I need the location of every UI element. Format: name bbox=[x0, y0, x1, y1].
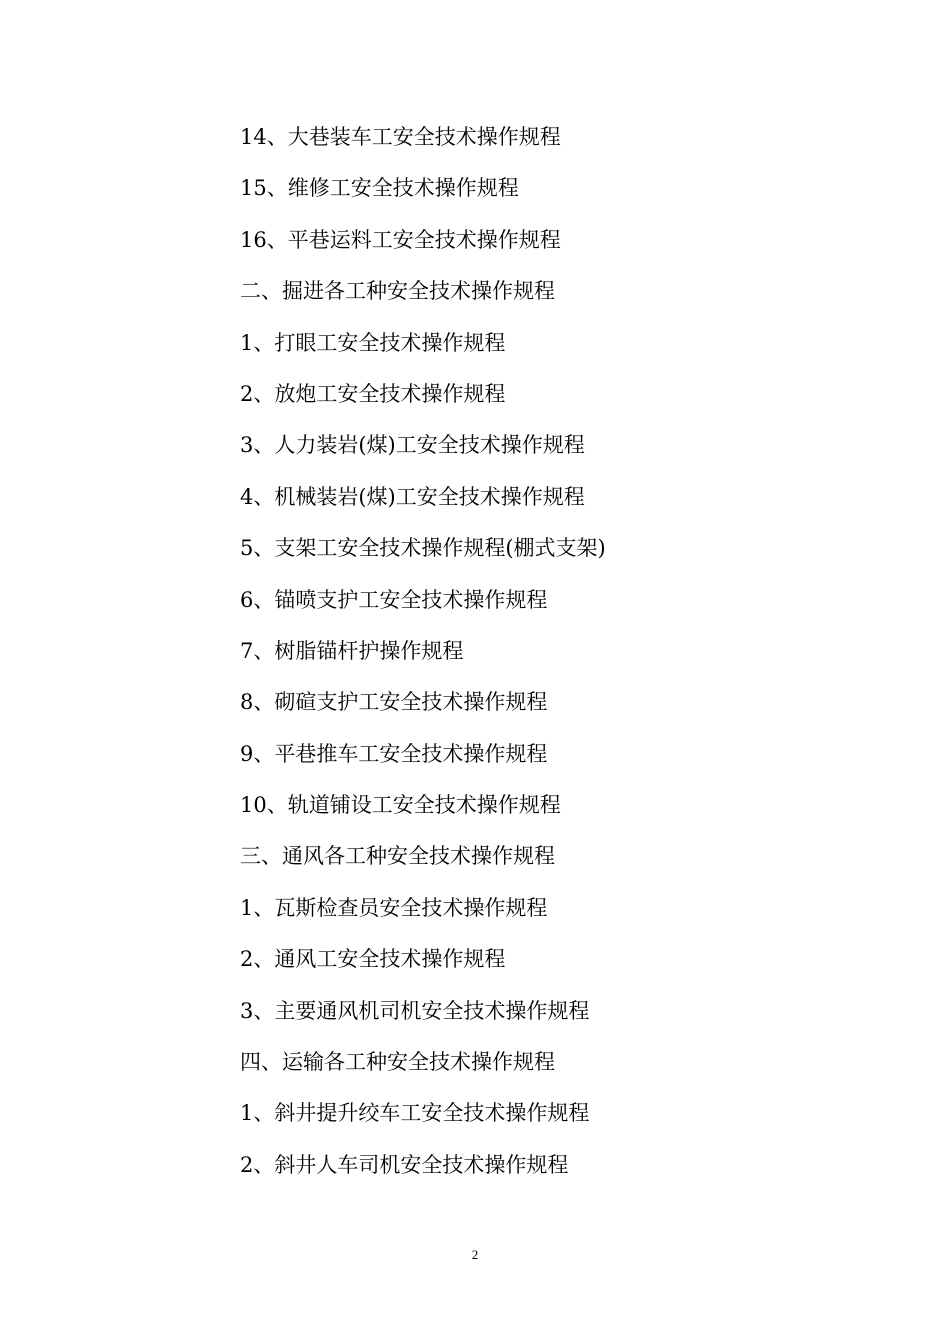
toc-line: 2、斜井人车司机安全技术操作规程 bbox=[240, 1152, 569, 1177]
toc-line: 10、轨道铺设工安全技术操作规程 bbox=[240, 793, 561, 818]
toc-line: 2、放炮工安全技术操作规程 bbox=[240, 381, 506, 406]
toc-line: 15、维修工安全技术操作规程 bbox=[240, 176, 519, 201]
toc-line: 3、主要通风机司机安全技术操作规程 bbox=[240, 998, 590, 1023]
toc-line: 3、人力装岩(煤)工安全技术操作规程 bbox=[240, 433, 585, 458]
table-of-contents bbox=[240, 118, 606, 1197]
toc-line: 4、机械装岩(煤)工安全技术操作规程 bbox=[240, 484, 585, 509]
toc-line: 8、砌碹支护工安全技术操作规程 bbox=[240, 690, 548, 715]
toc-line: 1、打眼工安全技术操作规程 bbox=[240, 330, 506, 355]
page-number: 2 bbox=[471, 1247, 479, 1262]
toc-section-heading: 四、运输各工种安全技术操作规程 bbox=[240, 1050, 555, 1075]
toc-line: 14、大巷装车工安全技术操作规程 bbox=[240, 125, 561, 149]
toc-line: 9、平巷推车工安全技术操作规程 bbox=[240, 741, 548, 766]
toc-line: 6、锚喷支护工安全技术操作规程 bbox=[240, 587, 548, 612]
toc-line: 2、通风工安全技术操作规程 bbox=[240, 947, 506, 972]
toc-section-heading: 三、通风各工种安全技术操作规程 bbox=[240, 844, 555, 869]
toc-line: 16、平巷运料工安全技术操作规程 bbox=[240, 227, 561, 252]
toc-line: 1、斜井提升绞车工安全技术操作规程 bbox=[240, 1101, 590, 1126]
toc-line: 7、树脂锚杆护操作规程 bbox=[240, 638, 464, 663]
toc-line: 1、瓦斯检查员安全技术操作规程 bbox=[240, 895, 548, 920]
toc-section-heading: 二、掘进各工种安全技术操作规程 bbox=[240, 279, 555, 304]
toc-line: 5、支架工安全技术操作规程(棚式支架) bbox=[240, 536, 606, 561]
